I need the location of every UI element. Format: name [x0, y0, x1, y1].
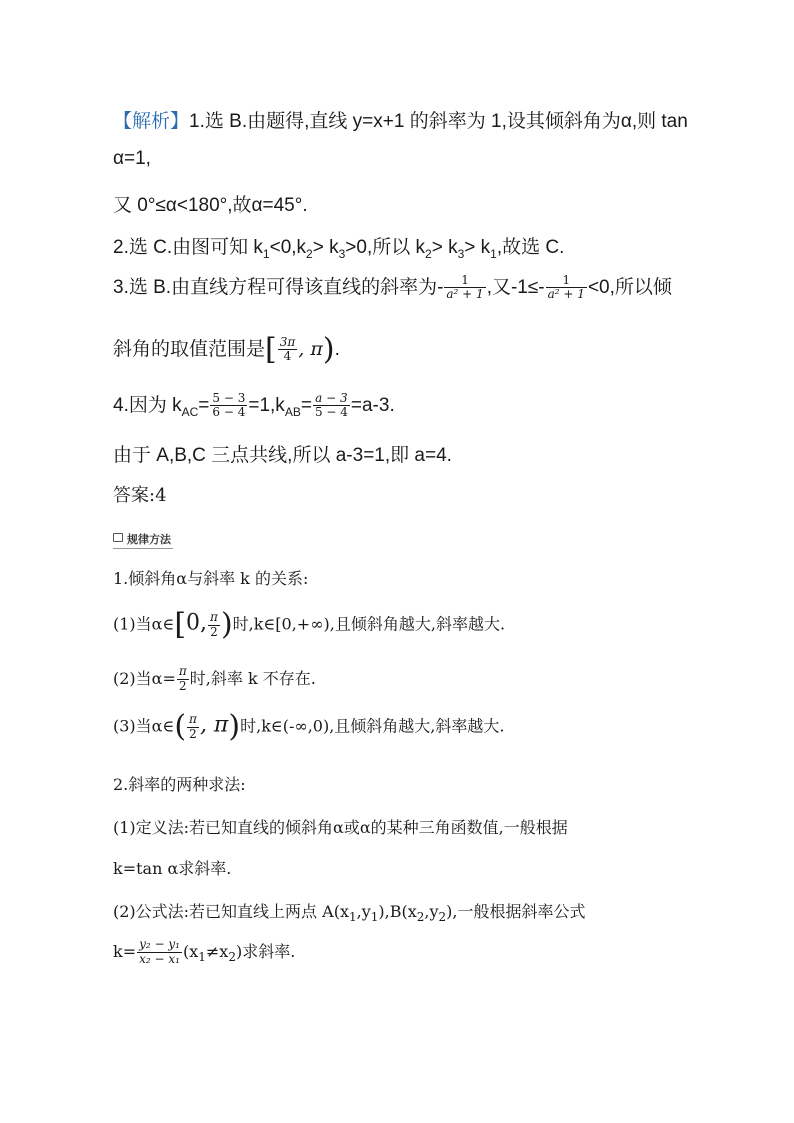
fraction: $\frac{1}{\text{a² + 1}}$: [446, 272, 484, 302]
solution-q1-line2: α=1,: [113, 148, 151, 169]
method-2-line2: k= $\frac{\text{y₂ − y₁}}{\text{x₂ − x₁}}$ $(x_1\ne x_2)$求斜率.: [113, 937, 296, 966]
solution-label: 【解析】: [113, 111, 190, 132]
method-case-2: (2)当α= $\frac{\pi}{2}$ 时,斜率 k 不存在.: [113, 664, 316, 693]
solution-q1-line1: 【解析】1.选 B.由题得,直线 y=x+1 的斜率为 1,设其倾斜角为α,则 tan: [113, 111, 688, 132]
solution-q2: 2.选 C.由图可知 $k_1<0,k_2> k_3>0$,所以 $k_2> k_3> k_1$,故选 C.: [113, 237, 565, 261]
fraction: $\frac{\pi}{2}$: [178, 664, 187, 693]
method-case-3: (3)当α∈( $\frac{\pi}{2}$ , π)时,k∈(-∞,0),且倾斜角越大,斜率越大.: [113, 709, 505, 744]
method-case-1: (1)当α∈[0, $\frac{\pi}{2}$ )时,k∈[0,+∞),且倾斜角越大,斜率越大.: [113, 607, 506, 642]
fraction: $\frac{a - 3}{5 - 4}$: [314, 390, 348, 420]
solution-q4-line2: 由于 A,B,C 三点共线,所以 a-3=1,即 a=4.: [113, 445, 452, 466]
fraction: $\frac{\text{y₂ − y₁}}{\text{x₂ − x₁}}$: [139, 937, 180, 966]
solution-q3-line1: 3.选 B.由直线方程可得该直线的斜率为- $\frac{1}{\text{a² + 1}}$ ,又-1≤- $\frac{1}{\text{a² + 1}}$ <0,所以倾: [113, 272, 672, 302]
method-1-line2: k=tan α求斜率.: [113, 859, 232, 878]
solution-q3-line2: 斜角的取值范围是[ $\frac{3\pi}{4}$ , π).: [113, 331, 340, 367]
fraction: $\frac{3\pi}{4}$: [279, 334, 296, 364]
method-label: 规律方法: [113, 531, 173, 549]
note-icon: [113, 533, 123, 542]
solution-q4-line1: 4.因为 $k_{AC}=$ $\frac{5 - 3}{6 - 4}$ $=1,k_{AB}=$ $\frac{a - 3}{5 - 4}$ =a-3.: [113, 390, 395, 420]
solution-q1-line3: 又 0°≤α<180°,故α=45°.: [113, 195, 308, 216]
method-heading-2: 2.斜率的两种求法:: [113, 775, 246, 794]
answer: 答案:4: [113, 485, 167, 506]
fraction: $\frac{\pi}{2}$: [189, 711, 197, 741]
fraction: $\frac{\pi}{2}$: [210, 609, 218, 639]
fraction: $\frac{1}{\text{a² + 1}}$: [547, 272, 585, 302]
fraction: $\frac{5 - 3}{6 - 4}$: [212, 390, 246, 420]
method-1-line1: (1)定义法:若已知直线的倾斜角α或α的某种三角函数值,一般根据: [113, 818, 568, 837]
method-2-line1: (2)公式法:若已知直线上两点 $A(x_1,y_1),B(x_2,y_2)$,一般根据斜率公式: [113, 902, 586, 925]
method-heading-1: 1.倾斜角α与斜率 k 的关系:: [113, 569, 309, 588]
